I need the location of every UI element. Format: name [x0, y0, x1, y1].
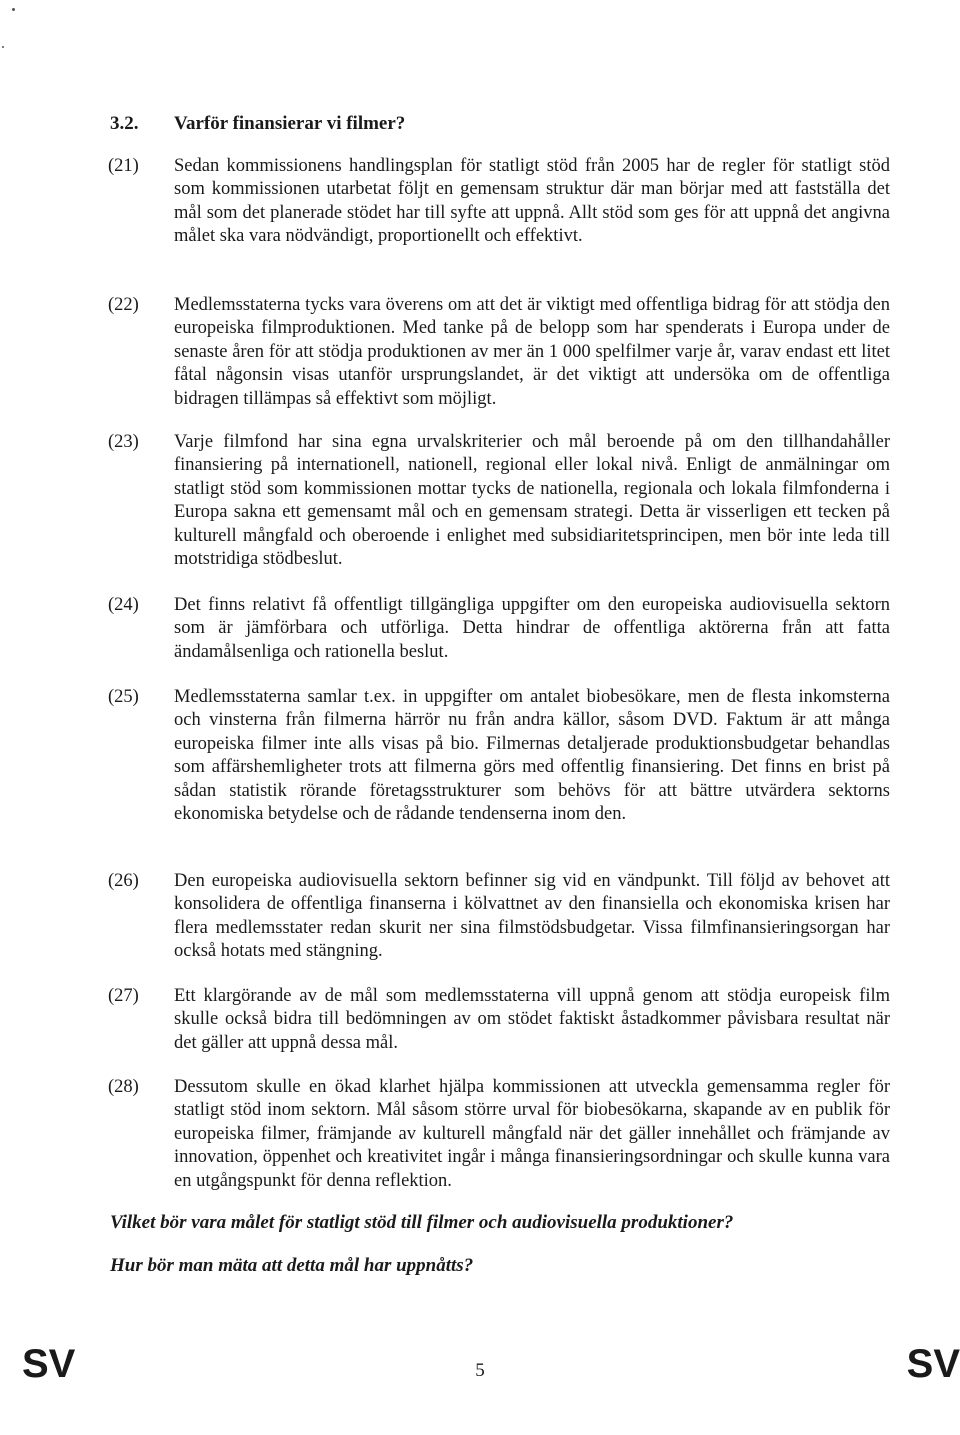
paragraph-number: (25)	[108, 687, 139, 707]
paragraph-27	[108, 985, 890, 1055]
section-number: 3.2.	[110, 113, 139, 134]
paragraph-number: (21)	[108, 156, 139, 176]
paragraph-22	[108, 294, 890, 411]
paragraph-21	[108, 155, 890, 249]
paragraph-text: Det finns relativt få offentligt tillgängliga uppgifter om den europeiska audiovisuella sektorn som är jämförbara och utförliga. Detta hindrar de offentliga aktörerna från att fatta ändamålsenliga och rationella beslut.	[174, 595, 890, 662]
paragraph-text: Sedan kommissionens handlingsplan för statligt stöd från 2005 har de regler för statligt stöd som kommissionen utarbetat följt en gemensam struktur där man börjar med att fastställa det mål som det planerade stödet har till syfte att uppnå. Allt stöd som ges för att uppnå det angivna målet ska vara nödvändigt, proportionellt och effektivt.	[174, 156, 890, 247]
paragraph-text: Medlemsstaterna tycks vara överens om att det är viktigt med offentliga bidrag för att stödja den europeiska filmproduktionen. Med tanke på de belopp som har spenderats i Europa under de senaste åren för att stödja produktionen av mer än 1 000 spelfilmer varje år, varav endast ett litet fåtal någonsin visas utanför ursprungslandet, är det viktigt att undersöka om de offentliga bidragen tillämpas så effektivt som möjligt.	[174, 295, 890, 409]
paragraph-25	[108, 686, 890, 826]
consultation-question-1: Vilket bör vara målet för statligt stöd till filmer och audiovisuella produktioner?	[110, 1212, 734, 1233]
paragraph-number: (28)	[108, 1077, 139, 1097]
footer-language-left: SV	[22, 1342, 76, 1386]
paragraph-text: Medlemsstaterna samlar t.ex. in uppgifter om antalet biobesökare, men de flesta inkomsterna och vinsterna från filmerna härrör nu från andra källor, såsom DVD. Faktum är att många europeiska filmer inte alls visas på bio. Filmernas detaljerade produktionsbudgetar behandlas som affärshemligheter trots att filmerna görs med offentlig finansiering. Det finns en brist på sådan statistik rörande företagsstrukturer som behövs för att bättre utvärdera sektorns ekonomiska betydelse och de rådande tendenserna inom den.	[174, 687, 890, 825]
paragraph-28	[108, 1076, 890, 1193]
paragraph-text: Dessutom skulle en ökad klarhet hjälpa kommissionen att utveckla gemensamma regler för statligt stöd inom sektorn. Mål såsom större urval för biobesökarna, skapande av en publik för europeiska filmer, främjande av kulturell mångfald när det gäller innehållet och främjande av innovation, öppenhet och kreativitet ingår i många finansieringsordningar och skulle kunna vara en utgångspunkt för denna reflektion.	[174, 1077, 890, 1191]
paragraph-text: Den europeiska audiovisuella sektorn befinner sig vid en vändpunkt. Till följd av behovet att konsolidera de offentliga finanserna i kölvattnet av den finansiella och ekonomiska krisen har flera medlemsstater redan skurit ner sina filmstödsbudgetar. Vissa filmfinansieringsorgan har också hotats med stängning.	[174, 871, 890, 962]
footer-language-right: SV	[906, 1342, 960, 1386]
paragraph-number: (27)	[108, 986, 139, 1006]
footer-page-number: 5	[475, 1360, 485, 1381]
scan-speck	[12, 8, 15, 11]
paragraph-24	[108, 594, 890, 664]
paragraph-number: (22)	[108, 295, 139, 315]
paragraph-number: (24)	[108, 595, 139, 615]
section-title: Varför finansierar vi filmer?	[174, 113, 406, 134]
paragraph-26	[108, 870, 890, 964]
section-heading	[110, 113, 405, 135]
paragraph-number: (26)	[108, 871, 139, 891]
consultation-question-2: Hur bör man mäta att detta mål har uppnåtts?	[110, 1255, 474, 1276]
paragraph-number: (23)	[108, 432, 139, 452]
paragraph-text: Ett klargörande av de mål som medlemsstaterna vill uppnå genom att stödja europeisk film skulle också bidra till bedömningen av om stödet faktiskt åstadkommer påvisbara resultat när det gäller att uppnå dessa mål.	[174, 986, 890, 1053]
paragraph-23	[108, 431, 890, 571]
paragraph-text: Varje filmfond har sina egna urvalskriterier och mål beroende på om den tillhandahåller finansiering på internationell, nationell, regional eller lokal nivå. Enligt de anmälningar om statligt stöd som kommissionen mottar tycks de nationella, regionala och lokala filmfonderna i Europa sakna ett gemensamt mål och en gemensam strategi. Detta är visserligen ett tecken på kulturell mångfald och oberoende i enlighet med subsidiaritetsprincipen, men bör inte leda till motstridiga stödbeslut.	[174, 432, 890, 570]
scan-speck	[2, 46, 4, 48]
